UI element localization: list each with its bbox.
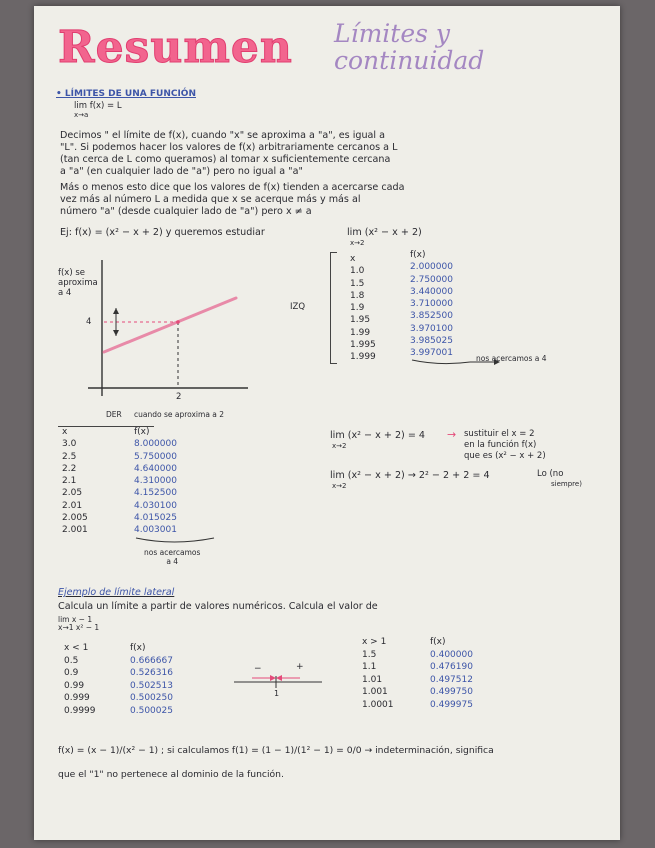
- lat-right-x-column: [362, 636, 394, 712]
- result-eq1-note-line: en la función f(x): [464, 440, 537, 450]
- der-x-column: [62, 426, 88, 537]
- lat-right-fx-header: f(x): [430, 637, 446, 647]
- lat-right-fx-cell: 0.400000: [430, 649, 473, 660]
- der-fx-column: [134, 426, 177, 537]
- lat-right-x-header: x > 1: [362, 637, 387, 647]
- der-x-cell: 2.1: [62, 476, 77, 487]
- lat-left-fx-cell: 0.500250: [130, 693, 173, 704]
- section2-limit-line: lim x − 1: [58, 615, 93, 624]
- result-eq2-note: [537, 469, 582, 489]
- limit-notation: lim f(x) = L: [74, 101, 122, 111]
- izq-x-cell: 1.9: [350, 303, 365, 314]
- graph-ylabel-line: a 4: [58, 288, 72, 298]
- numberline-plus: +: [296, 662, 304, 672]
- definition-line: "L". Si podemos hacer los valores de f(x) arbitrariamente cercanos a L: [60, 142, 398, 153]
- lat-right-fx-cell: 0.499750: [430, 687, 473, 698]
- izq-fx-header: f(x): [410, 250, 426, 260]
- lat-right-fx-column: [430, 636, 473, 712]
- lat-right-x-cell: 1.5: [362, 649, 377, 660]
- izq-fx-cell: 2.750000: [410, 274, 453, 285]
- conclusion-line: f(x) = (x − 1)/(x² − 1) ; si calculamos f(1) = (1 − 1)/(1² − 1) = 0/0 → indeterminación, significa: [58, 745, 494, 756]
- izq-fx-cell: 3.997001: [410, 348, 453, 359]
- izq-x-cell: 1.995: [350, 340, 376, 351]
- subtitle-line-1: Límites y: [334, 19, 451, 48]
- result-eq1-note-line: que es (x² − x + 2): [464, 451, 546, 461]
- der-note: [144, 548, 200, 566]
- section-heading-lateral-text: Ejemplo de límite lateral: [58, 587, 175, 598]
- example-limit: lim (x² − x + 2): [347, 227, 422, 238]
- lat-right-fx-cell: 0.499975: [430, 699, 473, 710]
- section-heading-limits: • LÍMITES DE UNA FUNCIÓN: [56, 89, 196, 99]
- izq-bracket: [330, 252, 337, 364]
- lat-right-x-cell: 1.0001: [362, 699, 394, 710]
- numberline-minus: −: [254, 664, 262, 674]
- result-eq1-note: [464, 429, 546, 462]
- izq-x-cell: 1.95: [350, 315, 371, 326]
- lat-left-x-cell: 0.9: [64, 668, 79, 679]
- result-eq2-note-line: siempre): [551, 480, 582, 488]
- izq-fx-cell: 3.852500: [410, 311, 453, 322]
- der-x-cell: 2.01: [62, 500, 83, 511]
- lat-left-x-column: [64, 642, 96, 718]
- izq-x-cell: 1.8: [350, 290, 365, 301]
- izq-fx-column: [410, 249, 453, 360]
- function-curve: [104, 298, 236, 352]
- der-note-line: a 4: [166, 557, 179, 566]
- arrow-icon: →: [447, 428, 457, 441]
- izq-fx-cell: 2.000000: [410, 262, 453, 273]
- definition-line: a "a" (en cualquier lado de "a") pero no igual a "a": [60, 166, 303, 177]
- example-line: Ej: f(x) = (x² − x + 2) y queremos estudiar: [60, 227, 265, 238]
- lat-left-fx-column: [130, 642, 173, 718]
- lat-left-x-cell: 0.5: [64, 655, 79, 666]
- lat-left-fx-cell: 0.666667: [130, 655, 173, 666]
- graph-ylabel-line: aproxima: [58, 278, 98, 288]
- lat-right-x-cell: 1.1: [362, 662, 377, 673]
- page-title: Resumen: [58, 22, 293, 73]
- graph-bottom-label: cuando se aproxima a 2: [134, 410, 225, 419]
- result-eq1-sub: x→2: [332, 442, 347, 450]
- lat-right-fx-cell: 0.497512: [430, 674, 473, 685]
- page-subtitle: [334, 20, 484, 74]
- definition-line: número "a" (desde cualquier lado de "a") pero x ≠ a: [60, 206, 312, 217]
- result-eq2: lim (x² − x + 2) → 2² − 2 + 2 = 4: [330, 470, 490, 481]
- izq-note: nos acercamos a 4: [476, 354, 547, 363]
- der-fx-cell: 5.750000: [134, 451, 177, 462]
- subtitle-line-2: continuidad: [334, 46, 485, 75]
- der-x-cell: 2.005: [62, 513, 88, 524]
- izq-fx-cell: 3.970100: [410, 323, 453, 334]
- der-fx-cell: 4.003001: [134, 525, 177, 536]
- lat-right-fx-cell: 0.476190: [430, 662, 473, 673]
- number-line: [230, 666, 330, 696]
- lat-left-fx-cell: 0.500025: [130, 705, 173, 716]
- izq-fx-cell: 3.440000: [410, 286, 453, 297]
- der-x-cell: 2.2: [62, 463, 77, 474]
- definition-line: (tan cerca de L como queramos) al tomar x suficientemente cercana: [60, 154, 391, 165]
- lat-right-x-cell: 1.01: [362, 674, 383, 685]
- der-fx-cell: 4.015025: [134, 513, 177, 524]
- izq-x-cell: 1.99: [350, 327, 371, 338]
- lat-left-x-cell: 0.99: [64, 680, 85, 691]
- lat-left-fx-cell: 0.526316: [130, 668, 173, 679]
- section2-text: Calcula un límite a partir de valores numéricos. Calcula el valor de: [58, 601, 378, 612]
- lat-left-x-cell: 0.9999: [64, 705, 96, 716]
- result-eq2-note-line: Lo (no: [537, 469, 564, 479]
- definition-line: Decimos " el límite de f(x), cuando "x" se aproxima a "a", es igual a: [60, 130, 386, 141]
- lat-left-fx-cell: 0.502513: [130, 680, 173, 691]
- graph-ytick: 4: [86, 317, 92, 327]
- der-fx-header: f(x): [134, 427, 150, 437]
- izq-label: IZQ: [290, 302, 306, 312]
- der-x-cell: 2.5: [62, 451, 77, 462]
- der-x-cell: 2.05: [62, 488, 83, 499]
- section-heading-lateral: [58, 588, 174, 598]
- example-limit-sub: x→2: [350, 239, 365, 247]
- lat-left-fx-header: f(x): [130, 643, 146, 653]
- section2-limit: [58, 616, 99, 632]
- limit-notation-sub: x→a: [74, 111, 89, 119]
- der-x-cell: 2.001: [62, 525, 88, 536]
- izq-x-cell: 1.999: [350, 352, 376, 363]
- notebook-page: [34, 6, 620, 840]
- graph-der-label: DER: [106, 410, 122, 419]
- der-x-header: x: [62, 427, 68, 437]
- der-fx-cell: 4.310000: [134, 476, 177, 487]
- lat-left-x-header: x < 1: [64, 643, 89, 653]
- izq-x-header: x: [350, 254, 356, 264]
- der-fx-cell: 4.152500: [134, 488, 177, 499]
- izq-x-cell: 1.5: [350, 278, 365, 289]
- der-fx-cell: 4.640000: [134, 463, 177, 474]
- result-eq1-note-line: sustituir el x = 2: [464, 429, 535, 439]
- graph-ylabel-line: f(x) se: [58, 268, 86, 278]
- definition-line: vez más al número L a medida que x se acerque más y más al: [60, 194, 361, 205]
- lat-left-x-cell: 0.999: [64, 693, 90, 704]
- graph-xtick: 2: [176, 392, 182, 402]
- izq-fx-cell: 3.710000: [410, 299, 453, 310]
- izq-x-column: [350, 253, 376, 364]
- der-underline: [134, 534, 224, 548]
- der-note-line: nos acercamos: [144, 548, 201, 557]
- result-eq2-sub: x→2: [332, 482, 347, 490]
- der-fx-cell: 8.000000: [134, 439, 177, 450]
- der-x-cell: 3.0: [62, 439, 77, 450]
- conclusion-line: que el "1" no pertenece al dominio de la función.: [58, 769, 284, 780]
- result-eq1: lim (x² − x + 2) = 4: [330, 430, 426, 441]
- der-fx-cell: 4.030100: [134, 500, 177, 511]
- izq-x-cell: 1.0: [350, 266, 365, 277]
- definition-line: Más o menos esto dice que los valores de f(x) tienden a acercarse cada: [60, 182, 405, 193]
- numberline-point: 1: [274, 689, 280, 698]
- lat-right-x-cell: 1.001: [362, 687, 388, 698]
- izq-fx-cell: 3.985025: [410, 336, 453, 347]
- section2-limit-line: x→1 x² − 1: [58, 623, 100, 632]
